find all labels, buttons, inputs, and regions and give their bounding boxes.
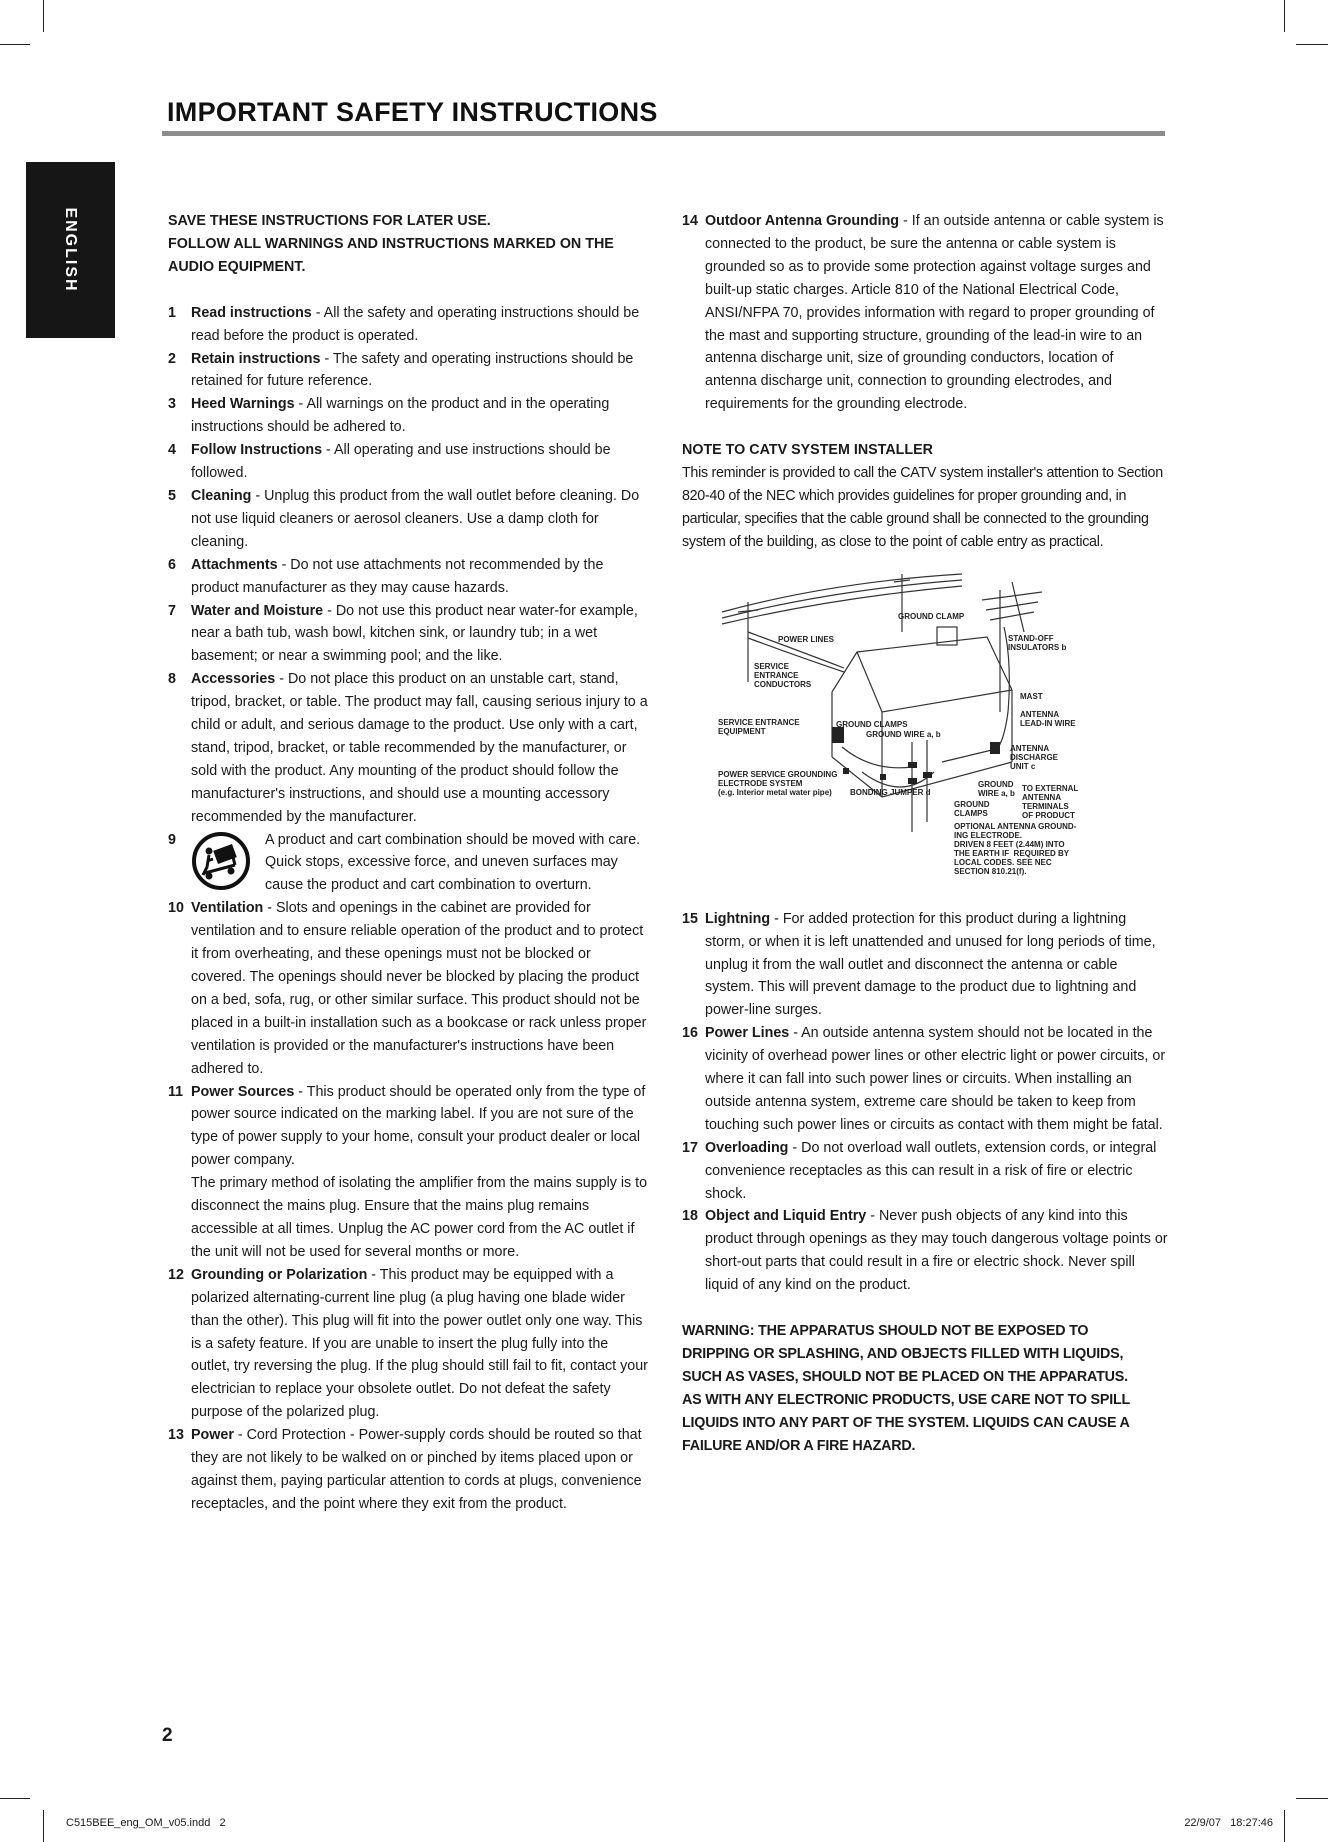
item-title: Accessories [191, 671, 276, 688]
item-title: Water and Moisture [191, 602, 324, 619]
warning-line: SUCH AS VASES, SHOULD NOT BE PLACED ON THE APPARATUS. [682, 1368, 1128, 1385]
diagram-label: OPTIONAL ANTENNA GROUND- ING ELECTRODE. DRIVEN 8 FEET (2.44M) INTO THE EARTH IF REQUIRED BY LOCAL CODES. SEE NEC SECTION 810.21(f). [954, 821, 1077, 876]
diagram-label: GROUND CLAMPS [954, 799, 990, 818]
diagram-label: POWER SERVICE GROUNDING ELECTRODE SYSTEM (e.g. Interior metal water pipe) [718, 769, 838, 797]
item-number: 13 [168, 1427, 184, 1444]
crop-mark [1296, 44, 1328, 45]
left-column [168, 210, 648, 1516]
language-tab-label: ENGLISH [62, 207, 79, 293]
diagram-label: SERVICE ENTRANCE CONDUCTORS [754, 661, 812, 689]
item-text: - All operating and use instructions should be followed. [191, 442, 611, 482]
warning-block [682, 1320, 1168, 1457]
item-number: 15 [682, 910, 698, 927]
diagram-label: SERVICE ENTRANCE EQUIPMENT [718, 717, 800, 736]
diagram-label: GROUND CLAMP [898, 611, 965, 621]
item-number: 9 [168, 831, 176, 848]
file-slug: C515BEE_eng_OM_v05.indd 2 [66, 1817, 226, 1829]
item-text: - For added protection for this product during a lightning storm, or when it is left unattended and unused for long periods of time, unplug it from the wall outlet and disconnect the antenna or cable system. This will prevent damage to the product due to lightning and power-line surges. [705, 910, 1156, 1019]
diagram-label: GROUND WIRE a, b [978, 779, 1015, 798]
item-text: - Unplug this product from the wall outlet before cleaning. Do not use liquid cleaners or aerosol cleaners. Use a damp cloth for cleaning. [191, 487, 640, 550]
intro-block [168, 210, 648, 279]
list-item [168, 1424, 648, 1516]
crop-mark [43, 1810, 44, 1842]
item-text: - Do not use attachments not recommended by the product manufacturer as they may cause hazards. [191, 556, 604, 596]
item-title: Power Lines [705, 1025, 790, 1042]
intro-line: SAVE THESE INSTRUCTIONS FOR LATER USE. [168, 213, 491, 229]
list-item [682, 908, 1168, 1023]
diagram-label: GROUND CLAMPS [836, 719, 908, 729]
list-item [168, 485, 648, 554]
list-item [168, 829, 648, 898]
item-number: 10 [168, 900, 184, 917]
item-text: - Do not overload wall outlets, extension cords, or integral convenience receptacles as this can result in a risk of fire or electric shock. [705, 1139, 1157, 1202]
cart-warning-icon [191, 831, 251, 891]
list-item [168, 393, 648, 439]
crop-mark [1284, 0, 1285, 32]
item-title: Outdoor Antenna Grounding [705, 213, 900, 229]
diagram-label: ANTENNA LEAD-IN WIRE [1020, 709, 1076, 728]
item-text: - Cord Protection - Power-supply cords should be routed so that they are not likely to be walked on or pinched by items placed upon or against them, paying particular attention to cords at plugs, convenience receptacles, and the point where they exit from the product. [191, 1427, 642, 1512]
diagram-label: MAST [1020, 691, 1043, 701]
list-item [168, 600, 648, 669]
list-item [168, 1081, 648, 1264]
catv-text: This reminder is provided to call the CATV system installer's attention to Section 820-40 of the NEC which provides guidelines for proper grounding and, in particular, specifies that the cable ground shall be connected to the grounding system of the building, as close to the point of cable entry as practical. [682, 465, 1163, 550]
list-item [682, 1022, 1168, 1137]
item-text: A product and cart combination should be moved with care. Quick stops, excessive force, and uneven surfaces may cause the product and cart combination to overturn. [265, 831, 641, 894]
item-number: 18 [682, 1208, 698, 1225]
warning-line: LIQUIDS INTO ANY PART OF THE SYSTEM. LIQUIDS CAN CAUSE A [682, 1414, 1130, 1431]
item-title: Read instructions [191, 304, 312, 321]
item-text: - Never push objects of any kind into this product through openings as they may touch dangerous voltage points or short-out parts that could result in a fire or electric shock. Never spill liquid of any kind on the product. [705, 1208, 1168, 1294]
item-text: - Do not use this product near water-for example, near a bath tub, wash bowl, kitchen sink, or laundry tub; in a wet basement; or near a swimming pool; and the like. [191, 602, 638, 665]
item-text: - An outside antenna system should not be located in the vicinity of overhead power lines or other electric light or power circuits, or where it can fall into such power lines or circuits. When installing an outside antenna system, extreme care should be taken to keep from touching such power lines or circuits as contact with them might be fatal. [705, 1025, 1166, 1133]
list-item [168, 554, 648, 600]
item-text: - This product may be equipped with a polarized alternating-current line plug (a plug having one blade wider than the other). This plug will fit into the power outlet only one way. This is a safety feature. If you are unable to insert the plug fully into the outlet, try reversing the plug. If the plug should still fail to fit, contact your electrician to replace your obsolete outlet. Do not defeat the safety purpose of the polarized plug. [191, 1266, 648, 1421]
item-title: Power [191, 1427, 234, 1444]
item-number: 6 [168, 556, 176, 573]
item-number: 16 [682, 1025, 698, 1042]
crop-mark [1296, 1798, 1328, 1799]
warning-line: DRIPPING OR SPLASHING, AND OBJECTS FILLED WITH LIQUIDS, [682, 1346, 1124, 1362]
right-column [682, 210, 1168, 1458]
title-underline [162, 131, 1165, 136]
item-title: Heed Warnings [191, 396, 295, 413]
diagram-label: BONDING JUMPER d [850, 787, 931, 797]
catv-heading: NOTE TO CATV SYSTEM INSTALLER [682, 442, 933, 459]
crop-mark [0, 1798, 30, 1799]
item-number: 7 [168, 602, 176, 619]
item-text: - If an outside antenna or cable system is connected to the product, be sure the antenna or cable system is grounded so as to provide some protection against voltage surges and built-up static charges. Article 810 of the National Electrical Code, ANSI/NFPA 70, provides information with regard to proper grounding of the mast and supporting structure, grounding of the lead-in wire to an antenna discharge unit, size of grounding conductors, location of antenna discharge unit, connection to grounding electrodes, and requirements for the grounding electrode. [705, 213, 1164, 413]
list-item [682, 210, 1168, 416]
item-text: - All the safety and operating instructions should be read before the product is operated. [191, 304, 640, 344]
item-number: 17 [682, 1139, 698, 1156]
item-text: - This product should be operated only from the type of power source indicated on the marking label. If you are not sure of the type of power supply to your home, consult your product dealer or local power company. [191, 1083, 646, 1169]
list-item [168, 897, 648, 1080]
item-title: Lightning [705, 910, 771, 927]
intro-line: FOLLOW ALL WARNINGS AND INSTRUCTIONS MARKED ON THE [168, 235, 614, 252]
item-title: Ventilation [191, 900, 264, 917]
item-title: Cleaning [191, 487, 252, 504]
diagram-label: TO EXTERNAL ANTENNA TERMINALS OF PRODUCT [1022, 783, 1079, 820]
language-tab [26, 162, 115, 338]
diagram-label: ANTENNA DISCHARGE UNIT c [1010, 743, 1059, 771]
item-title: Overloading [705, 1139, 789, 1156]
diagram-label: POWER LINES [778, 634, 835, 644]
item-number: 14 [682, 213, 698, 229]
crop-mark [0, 44, 30, 45]
item-text: - Do not place this product on an unstable cart, stand, tripod, bracket, or table. The product may fall, causing serious injury to a child or adult, and serious damage to the product. Use only with a cart, stand, tripod, bracket, or table recommended by the manufacturer, or sold with the product. Any mounting of the product should follow the manufacturer's instructions, and should use a mounting accessory recommended by the manufacturer. [191, 671, 648, 825]
item-extra-text: The primary method of isolating the amplifier from the mains supply is to disconnect the mains plug. Ensure that the mains plug remains accessible at all times. Unplug the AC power cord from the AC outlet if the unit will not be used for several months or more. [191, 1175, 648, 1260]
item-number: 5 [168, 487, 176, 504]
list-item [168, 302, 648, 348]
item-text: - All warnings on the product and in the operating instructions should be adhered to. [191, 396, 610, 436]
list-item [168, 439, 648, 485]
warning-line: AS WITH ANY ELECTRONIC PRODUCTS, USE CARE NOT TO SPILL [682, 1391, 1131, 1408]
diagram-label: STAND-OFF INSULATORS b [1008, 633, 1067, 652]
list-item [682, 1137, 1168, 1206]
diagram-label: GROUND WIRE a, b [866, 729, 941, 739]
crop-mark [1284, 1810, 1285, 1842]
list-item [682, 1205, 1168, 1297]
item-number: 8 [168, 671, 176, 688]
warning-line: FAILURE AND/OR A FIRE HAZARD. [682, 1437, 916, 1454]
item-title: Follow Instructions [191, 442, 323, 459]
page-title: IMPORTANT SAFETY INSTRUCTIONS [167, 97, 658, 127]
warning-line: WARNING: THE APPARATUS SHOULD NOT BE EXPOSED TO [682, 1323, 1089, 1340]
item-title: Power Sources [191, 1083, 295, 1100]
page-number: 2 [162, 1725, 173, 1746]
item-title: Retain instructions [191, 350, 321, 367]
item-title: Grounding or Polarization [191, 1266, 368, 1283]
list-item [168, 348, 648, 394]
print-timestamp: 22/9/07 18:27:46 [1184, 1817, 1273, 1829]
item-number: 4 [168, 442, 176, 459]
item-text: - Slots and openings in the cabinet are provided for ventilation and to ensure reliable operation of the product and to protect it from overheating, and these openings must not be blocked or covered. The openings should never be blocked by placing the product on a bed, sofa, rug, or other similar surface. This product should not be placed in a built-in installation such as a bookcase or rack unless proper ventilation is provided or the manufacturer's instructions have been adhered to. [191, 900, 647, 1077]
antenna-grounding-diagram [712, 572, 1132, 892]
item-number: 2 [168, 350, 176, 367]
list-item [168, 668, 648, 828]
list-item [168, 1264, 648, 1424]
item-title: Object and Liquid Entry [705, 1208, 867, 1225]
item-number: 1 [168, 304, 176, 321]
item-text: - The safety and operating instructions should be retained for future reference. [191, 350, 634, 390]
intro-line: AUDIO EQUIPMENT. [168, 258, 306, 275]
item-number: 12 [168, 1266, 184, 1283]
crop-mark [43, 0, 44, 32]
item-number: 11 [168, 1083, 184, 1100]
item-number: 3 [168, 396, 176, 413]
item-title: Attachments [191, 556, 278, 573]
